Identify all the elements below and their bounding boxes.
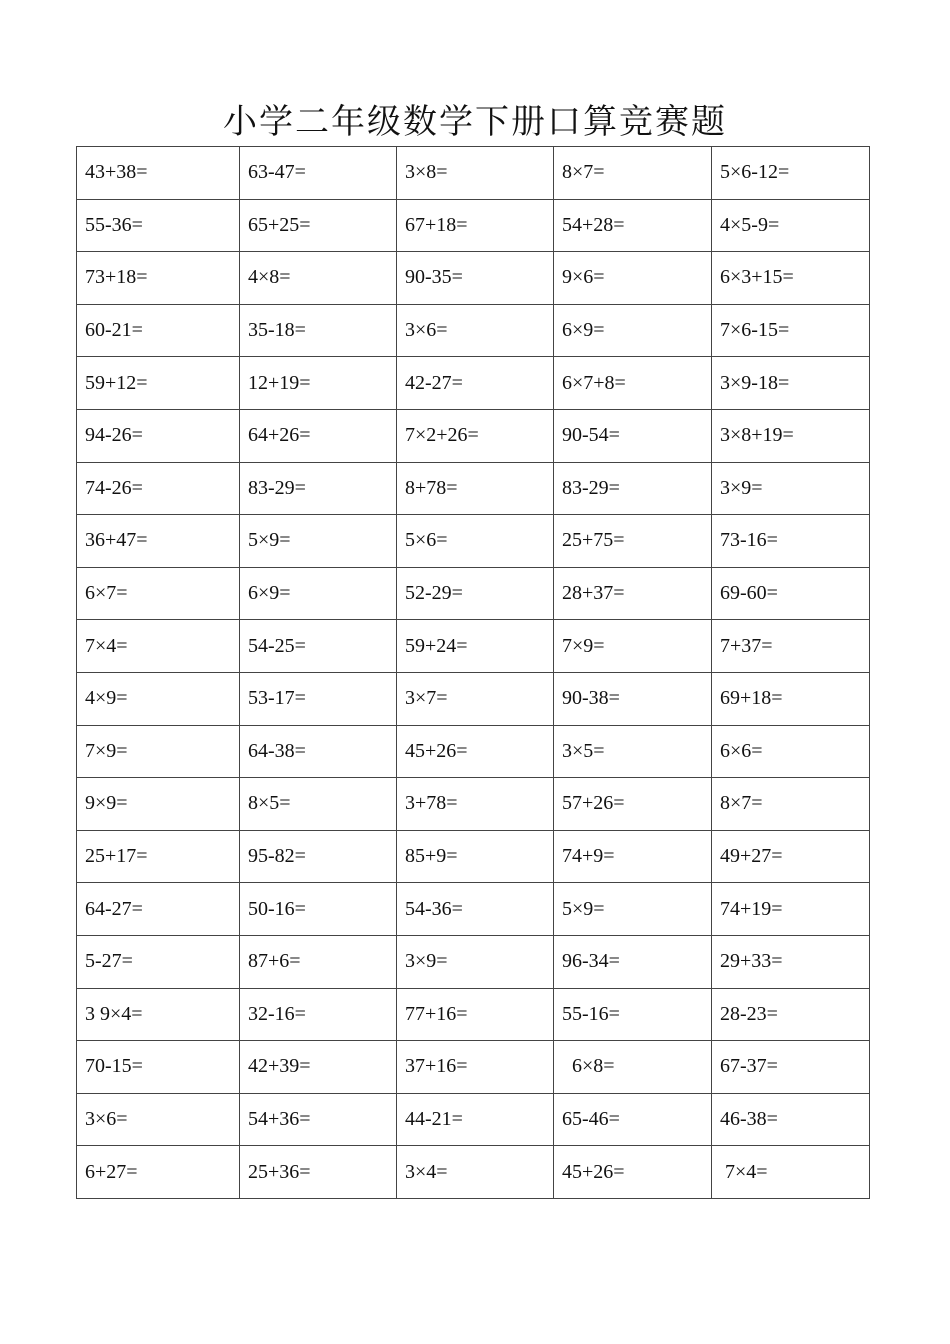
table-row (77, 252, 870, 305)
problem-cell: 3×4= (397, 1146, 554, 1199)
problem-cell: 35-18= (240, 304, 397, 357)
problem-cell: 60-21= (77, 304, 240, 357)
problem-cell: 44-21= (397, 1093, 554, 1146)
problem-cell: 42+39= (240, 1041, 397, 1094)
problem-cell: 3×9-18= (712, 357, 870, 410)
problem-cell: 8+78= (397, 462, 554, 515)
problem-cell: 83-29= (554, 462, 712, 515)
table-row (77, 1093, 870, 1146)
problem-cell: 64-27= (77, 883, 240, 936)
problem-cell: 3×8+19= (712, 409, 870, 462)
problem-cell: 52-29= (397, 567, 554, 620)
table-row (77, 199, 870, 252)
table-row (77, 778, 870, 831)
problem-cell: 5×6= (397, 515, 554, 568)
problem-cell: 9×9= (77, 778, 240, 831)
problem-cell: 9×6= (554, 252, 712, 305)
problem-cell: 6×8= (554, 1041, 712, 1094)
problem-cell: 70-15= (77, 1041, 240, 1094)
problem-cell: 28+37= (554, 567, 712, 620)
problem-cell: 7×4= (77, 620, 240, 673)
table-row (77, 725, 870, 778)
problem-cell: 95-82= (240, 830, 397, 883)
problem-cell: 54-36= (397, 883, 554, 936)
problem-cell: 63-47= (240, 147, 397, 200)
table-row (77, 1146, 870, 1199)
problem-cell: 7×2+26= (397, 409, 554, 462)
problem-cell: 36+47= (77, 515, 240, 568)
problem-cell: 3×9= (712, 462, 870, 515)
problem-cell: 3×6= (77, 1093, 240, 1146)
problem-cell: 12+19= (240, 357, 397, 410)
problem-cell: 54+28= (554, 199, 712, 252)
problem-cell: 77+16= (397, 988, 554, 1041)
table-row (77, 935, 870, 988)
table-row (77, 147, 870, 200)
problem-cell: 8×7= (554, 147, 712, 200)
problem-cell: 6+27= (77, 1146, 240, 1199)
problem-cell: 3×7= (397, 672, 554, 725)
problem-cell: 64-38= (240, 725, 397, 778)
problem-cell: 8×5= (240, 778, 397, 831)
problem-cell: 73+18= (77, 252, 240, 305)
problem-cell: 50-16= (240, 883, 397, 936)
table-row (77, 357, 870, 410)
problem-cell: 59+24= (397, 620, 554, 673)
problem-cell: 7×9= (77, 725, 240, 778)
problem-cell: 42-27= (397, 357, 554, 410)
problem-cell: 59+12= (77, 357, 240, 410)
problem-cell: 6×7+8= (554, 357, 712, 410)
problem-cell: 45+26= (397, 725, 554, 778)
table-row (77, 883, 870, 936)
problem-cell: 65+25= (240, 199, 397, 252)
problem-cell: 45+26= (554, 1146, 712, 1199)
problem-cell: 3 9×4= (77, 988, 240, 1041)
table-row (77, 515, 870, 568)
problem-cell: 85+9= (397, 830, 554, 883)
problem-cell: 25+36= (240, 1146, 397, 1199)
problem-cell: 96-34= (554, 935, 712, 988)
problem-cell: 3×6= (397, 304, 554, 357)
problem-cell: 4×9= (77, 672, 240, 725)
problem-cell: 5-27= (77, 935, 240, 988)
problem-cell: 67-37= (712, 1041, 870, 1094)
problem-cell: 67+18= (397, 199, 554, 252)
problem-cell: 3×5= (554, 725, 712, 778)
table-row (77, 1041, 870, 1094)
problem-cell: 3×8= (397, 147, 554, 200)
table-row (77, 830, 870, 883)
problem-cell: 25+75= (554, 515, 712, 568)
problem-cell: 5×9= (554, 883, 712, 936)
problem-cell: 25+17= (77, 830, 240, 883)
problem-cell: 5×6-12= (712, 147, 870, 200)
problem-cell: 64+26= (240, 409, 397, 462)
problem-cell: 55-36= (77, 199, 240, 252)
problem-cell: 65-46= (554, 1093, 712, 1146)
problem-cell: 3+78= (397, 778, 554, 831)
arithmetic-table (76, 146, 870, 1199)
problem-cell: 55-16= (554, 988, 712, 1041)
problem-cell: 49+27= (712, 830, 870, 883)
problem-cell: 83-29= (240, 462, 397, 515)
problem-cell: 69-60= (712, 567, 870, 620)
problem-cell: 7×9= (554, 620, 712, 673)
problem-cell: 29+33= (712, 935, 870, 988)
problem-cell: 57+26= (554, 778, 712, 831)
problem-cell: 74-26= (77, 462, 240, 515)
table-row (77, 988, 870, 1041)
problem-cell: 74+9= (554, 830, 712, 883)
problem-cell: 90-54= (554, 409, 712, 462)
problem-cell: 6×7= (77, 567, 240, 620)
problem-cell: 6×3+15= (712, 252, 870, 305)
problem-cell: 7+37= (712, 620, 870, 673)
problem-cell: 46-38= (712, 1093, 870, 1146)
problem-cell: 90-38= (554, 672, 712, 725)
problem-cell: 6×9= (240, 567, 397, 620)
problem-cell: 7×6-15= (712, 304, 870, 357)
problem-cell: 5×9= (240, 515, 397, 568)
table-row (77, 462, 870, 515)
problem-cell: 7×4= (712, 1146, 870, 1199)
table-row (77, 620, 870, 673)
problem-cell: 90-35= (397, 252, 554, 305)
problem-cell: 28-23= (712, 988, 870, 1041)
problem-cell: 4×5-9= (712, 199, 870, 252)
problem-cell: 94-26= (77, 409, 240, 462)
table-row (77, 304, 870, 357)
table-row (77, 672, 870, 725)
problem-cell: 32-16= (240, 988, 397, 1041)
problem-cell: 54-25= (240, 620, 397, 673)
problem-cell: 37+16= (397, 1041, 554, 1094)
problem-cell: 6×9= (554, 304, 712, 357)
table-row (77, 567, 870, 620)
problem-cell: 53-17= (240, 672, 397, 725)
problem-cell: 6×6= (712, 725, 870, 778)
problem-cell: 43+38= (77, 147, 240, 200)
problem-cell: 4×8= (240, 252, 397, 305)
problem-cell: 74+19= (712, 883, 870, 936)
table-row (77, 409, 870, 462)
problem-cell: 54+36= (240, 1093, 397, 1146)
page-title: 小学二年级数学下册口算竞赛题 (223, 102, 727, 142)
problem-cell: 3×9= (397, 935, 554, 988)
problem-cell: 87+6= (240, 935, 397, 988)
problem-cell: 73-16= (712, 515, 870, 568)
problem-cell: 69+18= (712, 672, 870, 725)
arithmetic-table-body (77, 147, 870, 1199)
problem-cell: 8×7= (712, 778, 870, 831)
